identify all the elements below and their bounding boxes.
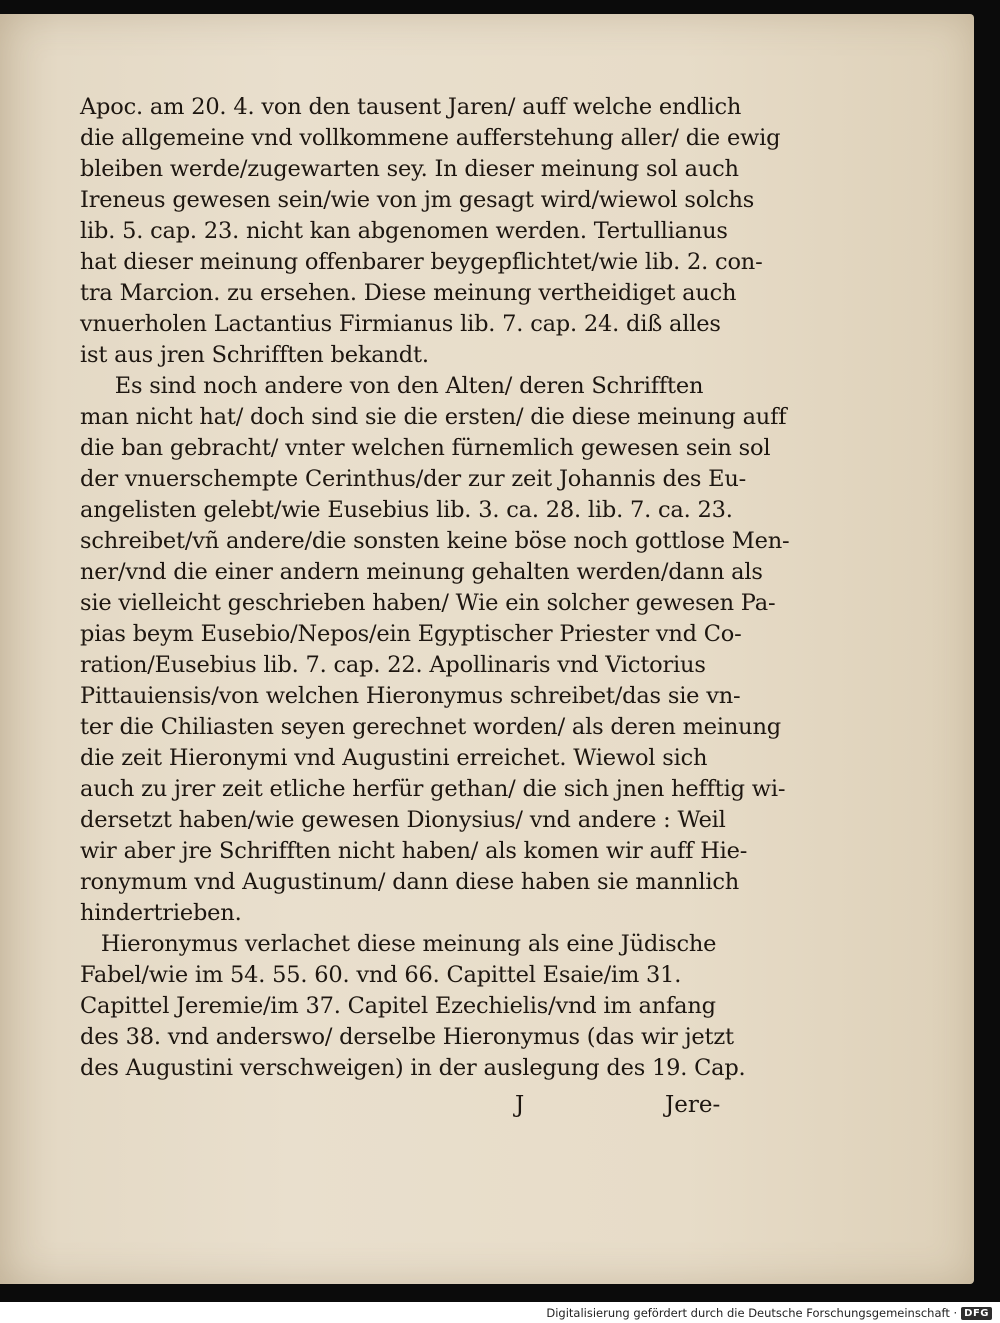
text-line: vnuerholen Lactantius Firmianus lib. 7. cap. 24. diß alles <box>80 311 721 337</box>
text-line: Hieronymus verlachet diese meinung als eine Jüdische <box>80 931 717 957</box>
text-line: angelisten gelebt/wie Eusebius lib. 3. ca. 28. lib. 7. ca. 23. <box>80 497 733 523</box>
text-line: Es sind noch andere von den Alten/ deren Schrifften <box>80 373 704 399</box>
text-line: des Augustini verschweigen) in der auslegung des 19. Cap. <box>80 1055 746 1081</box>
text-line: des 38. vnd anderswo/ derselbe Hieronymus (das wir jetzt <box>80 1024 734 1050</box>
dfg-logo: DFG <box>961 1307 992 1320</box>
text-line: hindertrieben. <box>80 900 242 926</box>
text-line: die ban gebracht/ vnter welchen fürnemlich gewesen sein sol <box>80 435 771 461</box>
text-line: Ireneus gewesen sein/wie von jm gesagt wird/wiewol solchs <box>80 187 755 213</box>
text-line: die allgemeine vnd vollkommene aufferstehung aller/ die ewig <box>80 125 781 151</box>
text-line: Apoc. am 20. 4. von den tausent Jaren/ auff welche endlich <box>80 94 742 120</box>
page-text <box>80 92 790 1084</box>
text-line: bleiben werde/zugewarten sey. In dieser meinung sol auch <box>80 156 739 182</box>
text-line: Fabel/wie im 54. 55. 60. vnd 66. Capittel Esaie/im 31. <box>80 962 682 988</box>
text-line: Capittel Jeremie/im 37. Capitel Ezechielis/vnd im anfang <box>80 993 716 1019</box>
signature-mark: J <box>515 1092 525 1118</box>
catchword: Jere- <box>665 1092 721 1118</box>
text-line: sie vielleicht geschrieben haben/ Wie ein solcher gewesen Pa- <box>80 590 776 616</box>
text-line: hat dieser meinung offenbarer beygepflichtet/wie lib. 2. con- <box>80 249 763 275</box>
text-line: schreibet/vñ andere/die sonsten keine böse noch gottlose Men- <box>80 528 790 554</box>
text-line: dersetzt haben/wie gewesen Dionysius/ vnd andere : Weil <box>80 807 726 833</box>
text-line: ronymum vnd Augustinum/ dann diese haben sie mannlich <box>80 869 740 895</box>
text-line: Pittauiensis/von welchen Hieronymus schreibet/das sie vn- <box>80 683 741 709</box>
text-line: auch zu jrer zeit etliche herfür gethan/ die sich jnen hefftig wi- <box>80 776 786 802</box>
text-line: ter die Chiliasten seyen gerechnet worden/ als deren meinung <box>80 714 781 740</box>
footer-text: Digitalisierung gefördert durch die Deutsche Forschungsgemeinschaft · <box>546 1306 958 1320</box>
text-line: wir aber jre Schrifften nicht haben/ als komen wir auff Hie- <box>80 838 748 864</box>
text-line: lib. 5. cap. 23. nicht kan abgenomen werden. Tertullianus <box>80 218 728 244</box>
text-line: ist aus jren Schrifften bekandt. <box>80 342 429 368</box>
text-line: die zeit Hieronymi vnd Augustini erreichet. Wiewol sich <box>80 745 708 771</box>
text-line: ration/Eusebius lib. 7. cap. 22. Apollinaris vnd Victorius <box>80 652 706 678</box>
text-line: tra Marcion. zu ersehen. Diese meinung vertheidiget auch <box>80 280 737 306</box>
book-page <box>0 14 974 1284</box>
text-line: pias beym Eusebio/Nepos/ein Egyptischer Priester vnd Co- <box>80 621 742 647</box>
funding-footer <box>546 1306 992 1320</box>
text-line: der vnuerschempte Cerinthus/der zur zeit Johannis des Eu- <box>80 466 747 492</box>
text-line: man nicht hat/ doch sind sie die ersten/ die diese meinung auff <box>80 404 787 430</box>
text-line: ner/vnd die einer andern meinung gehalten werden/dann als <box>80 559 763 585</box>
